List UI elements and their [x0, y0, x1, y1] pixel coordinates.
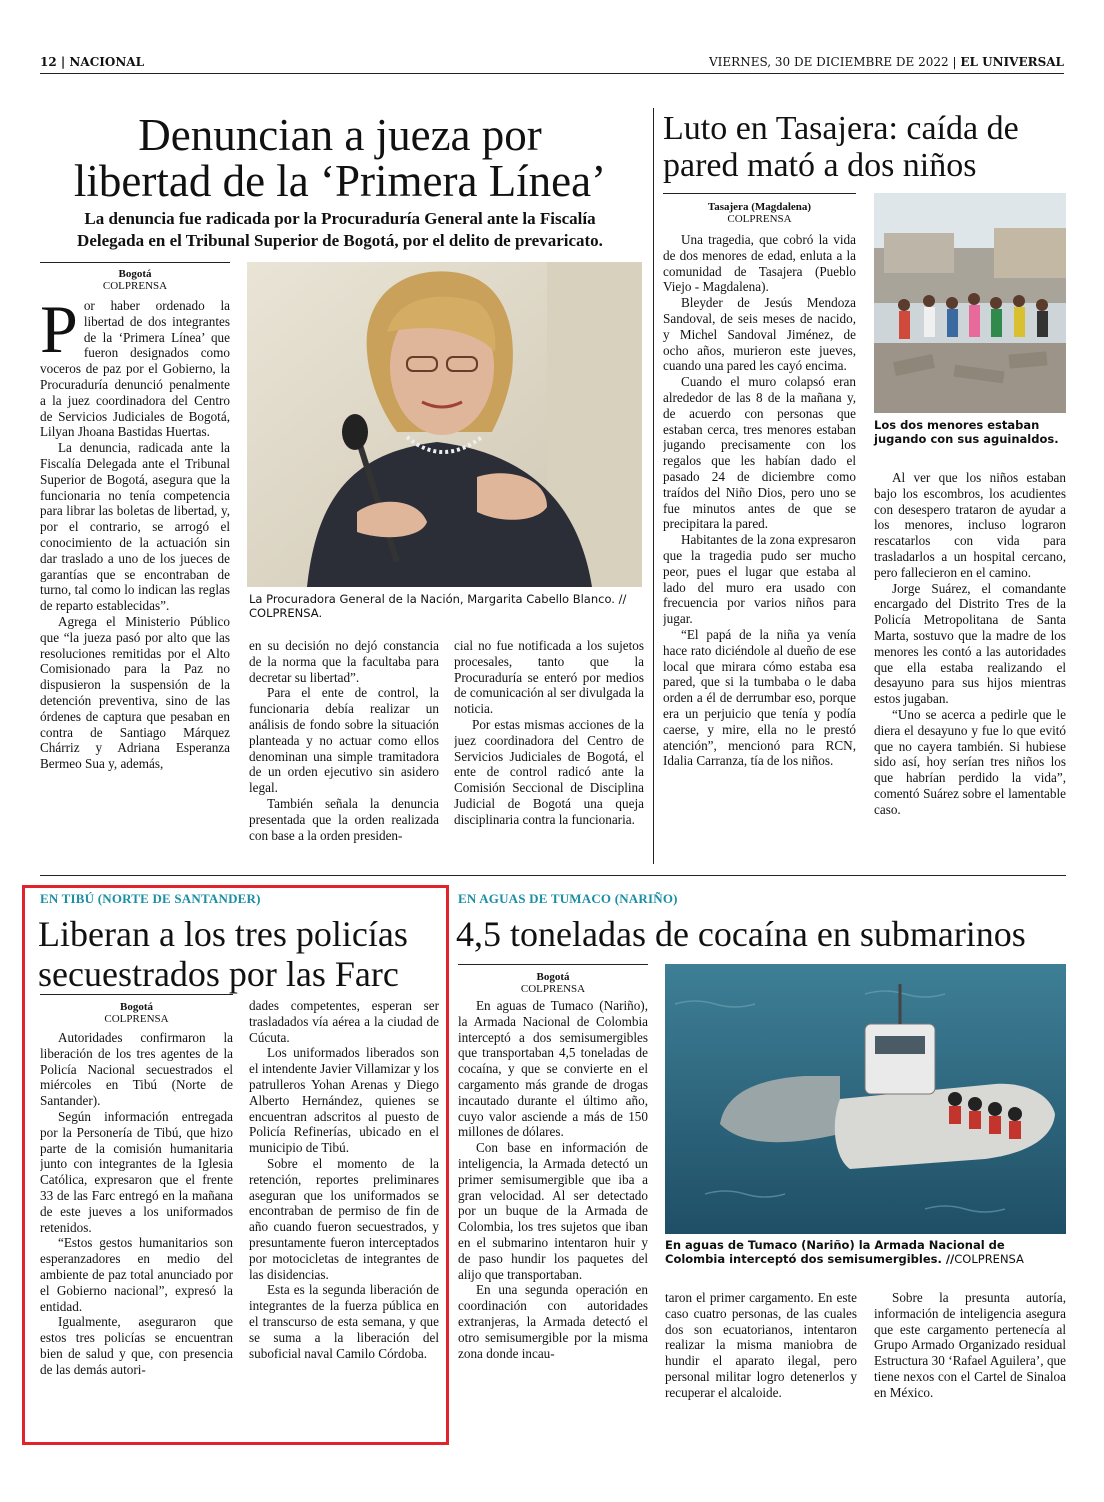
story2-byline: Tasajera (Magdalena) COLPRENSA: [707, 201, 812, 225]
story4-byline: Bogotá COLPRENSA: [520, 971, 586, 995]
story4-photo-caption: En aguas de Tumaco (Nariño) la Armada Nacional de Colombia interceptó dos semisumergibles. //COLPRENSA: [665, 1238, 1024, 1266]
procuradora-photo: [247, 262, 642, 587]
page-section: 12 | NACIONAL: [40, 55, 145, 69]
story1-column-1: Por haber ordenado la libertad de dos integrantes de la ‘Primera Línea’ que fueron designados como voceros de paz por el Gobierno, la Procuraduría denunció penalmente a la juez coordinadora del Centro de Servicios Judiciales de Bogotá, Lilyan Jhoana Bastidas Huertas. La denuncia, radicada ante la Fiscalía Delegada ante el Tribunal Superior de Bogotá, asegura que la funcionaria no tenía competencia para librar las boletas de libertad, y, por el contrario, se arrogó el conocimiento de la actuación sin dar traslado a uno de los jueces de garantías que se encontraban de turno, tal como lo indican las reglas de reparto establecidas”. Agrega el Ministerio Público que “la jueza pasó por alto que las resoluciones remitidas por el Alto Comisionado para la Paz no dispusieron la suspensión de la detención preventiva, sino de las órdenes de captura que pesaban en contra de Santiago Márquez Chárriz y Adriana Esperanza Bermeo Sua y, además,: [40, 298, 230, 772]
story2-photo-caption: Los dos menores estaban jugando con sus aguinaldos.: [874, 418, 1059, 446]
story4-column-2: taron el primer cargamento. En este caso cuatro personas, de las cuales dos son ecuatorianos, intentaron realizar la misma maniobra de hundir el aparato ilegal, pero personal militar logro detenerlos y recuperar el alcaloide.: [665, 1290, 857, 1400]
submarine-photo: [665, 964, 1066, 1234]
story3-column-2: dades competentes, esperan ser trasladados vía aérea a la ciudad de Cúcuta. Los uniformados liberados son el intendente Javier Villamizar y los patrulleros Yohan Arenas y Diego Alberto Hernández, quienes se encuentran adscritos al puesto de Policía Refinerías, ubicado en el municipio de Tibú. Sobre el momento de la retención, reportes preliminares aseguran que los uniformados se encontraban de permiso de fin de año cuando fueron secuestrados, y presuntamente fueron interceptados por motocicletas de integrantes de las disidencias. Esta es la segunda liberación de integrantes de la fuerza pública en el transcurso de esta semana, y que se suma a la liberación del suboficial naval Camilo Córdoba.: [249, 998, 439, 1361]
story3-byline: Bogotá COLPRENSA: [104, 1001, 169, 1025]
story4-column-1: En aguas de Tumaco (Nariño), la Armada Nacional de Colombia interceptó a dos semisumergibles que transportaban 4,5 toneladas de cocaína, y que se convierte en el cargamento más grande de drogas incautado durante el último año, cuyo valor asciende a más de 150 millones de dólares. Con base en información de inteligencia, la Armada detectó un primer semisumergible que iba a gran velocidad. Al ser detectado por un buque de la Armada de Colombia, los tres sujetos que iban en el submarino intentaron huir y de paso hundir los paquetes del alijo que transportaban. En una segunda operación en coordinación con autoridades extranjeras, la Armada detectó el otro semisumergible por la misma zona donde incau-: [458, 998, 648, 1361]
story4-column-3: Sobre la presunta autoría, información de inteligencia asegura que este cargamento pertenecía al Grupo Armado Organizado residual Estructura 30 ‘Rafael Aguilera’, que tiene nexos con el Cartel de Sinaloa en México.: [874, 1290, 1066, 1400]
paper-name: EL UNIVERSAL: [960, 55, 1064, 69]
photo-credit: COLPRENSA: [954, 1252, 1024, 1266]
story1-byline-rule: [40, 262, 230, 263]
dropcap: P: [40, 298, 78, 367]
page-header: [40, 52, 1064, 74]
story3-kicker: EN TIBÚ (NORTE DE SANTANDER): [40, 891, 261, 906]
story3-byline-rule: [40, 994, 233, 995]
story3-headline: Liberan a los tres policías secuestrados por las Farc: [38, 914, 408, 994]
vertical-divider: [653, 108, 654, 864]
story1-byline: Bogotá COLPRENSA: [102, 268, 168, 292]
story1-photo-caption: La Procuradora General de la Nación, Margarita Cabello Blanco. // COLPRENSA.: [249, 592, 627, 620]
tasajera-photo: [874, 193, 1066, 413]
story1-column-3: cial no fue notificada a los sujetos procesales, tanto que la Procuraduría se enteró por medios de comunicación al ser divulgada la noticia. Por estas mismas acciones de la juez coordinadora del Centro de Servicios Judiciales de Bogotá, el ente de control radicó ante la Comisión Seccional de Disciplina Judicial de Bogotá una queja disciplinaria contra la funcionaria.: [454, 638, 644, 827]
story4-byline-rule: [458, 964, 648, 965]
story4-headline: 4,5 toneladas de cocaína en submarinos: [456, 914, 1026, 954]
story1-subhead: La denuncia fue radicada por la Procuraduría General ante la Fiscalía Delegada en el Tribunal Superior de Bogotá, por el delito de prevaricato.: [77, 209, 603, 250]
story4-kicker: EN AGUAS DE TUMACO (NARIÑO): [458, 891, 678, 906]
photo-credit: COLPRENSA.: [249, 606, 323, 620]
horizontal-divider: [40, 875, 1066, 876]
story1-headline: Denuncian a jueza por libertad de la ‘Primera Línea’: [73, 110, 607, 206]
page-date: VIERNES, 30 DE DICIEMBRE DE 2022 | EL UNIVERSAL: [709, 55, 1064, 69]
story3-column-1: Autoridades confirmaron la liberación de los tres agentes de la Policía Nacional secuestrados el miércoles en Tibú (Norte de Santander). Según información entregada por la Personería de Tibú, que hizo parte de la comisión humanitaria junto con integrantes de la Iglesia Católica, expresaron que el frente 33 de las Farc entregó en la mañana de este jueves a los uniformados retenidos. “Estos gestos humanitarios son esperanzadores en medio del ambiente de paz total anunciado por el Gobierno nacional”, expresó la entidad. Igualmente, aseguraron que estos tres policías se encuentran bien de salud y que, con presencia de las demás autori-: [40, 1030, 233, 1377]
story2-headline: Luto en Tasajera: caída de pared mató a dos niños: [663, 110, 1019, 184]
story1-column-2: en su decisión no dejó constancia de la norma que la facultaba para decretar su libertad”. Para el ente de control, la funcionaria debía realizar un análisis de fondo sobre la situación planteada y no actuar como ellos denominan una simple tramitadora de un orden ejecutivo sin asidero legal. También señala la denuncia presentada que la orden realizada con base a la orden presiden-: [249, 638, 439, 843]
story2-byline-rule: [663, 193, 856, 194]
story2-column-2: Al ver que los niños estaban bajo los escombros, los acudientes con desespero trataron de ayudar a los menores, incluso lograron rescatarlos con vida para trasladarlos a un hospital cercano, pero fallecieron en el camino. Jorge Suárez, el comandante encargado del Distrito Tres de la Policía Metropolitana de Santa Marta, sostuvo que la madre de los menores les contó a las autoridades que ella estaba realizando el desayuno para sus hijos mientras estos jugaban. “Uno se acerca a pedirle que le diera el desayuno y fue lo que evitó que no cayera también. Si hubiese sido así, hoy serían tres niños los que habrían perdido la vida”, comentó Suárez sobre el lamentable caso.: [874, 470, 1066, 817]
story2-column-1: Una tragedia, que cobró la vida de dos menores de edad, enluta a la comunidad de Tasajera (Pueblo Viejo - Magdalena). Bleyder de Jesús Mendoza Sandoval, de seis meses de nacido, y Michel Sandoval Jiménez, de ocho años, murieron este jueves, cuando una pared les cayó encima. Cuando el muro colapsó eran alrededor de las 8 de la mañana y, de acuerdo con personas que estaban cerca, tres menores estaban jugando precisamente con los regalos que les habían dado el pasado 24 de diciembre como traídos del Niño Dios, pero uno se fue minutos antes de que se precipitara la pared. Habitantes de la zona expresaron que la tragedia pudo ser mucho peor, pues el lugar que estaba al lado del muro era usado con frecuencia por varios niños para jugar. “El papá de la niña ya venía hace rato diciéndole al dueño de ese local que mirara cómo estaba esa pared, que si la tumbaba o le daba orden a él de derrumbar eso, porque era un perjuicio que tenía y podía caerse, y mire, ella no le prestó atención”, mencionó para RCN, Idalia Carranza, tía de los niños.: [663, 232, 856, 769]
